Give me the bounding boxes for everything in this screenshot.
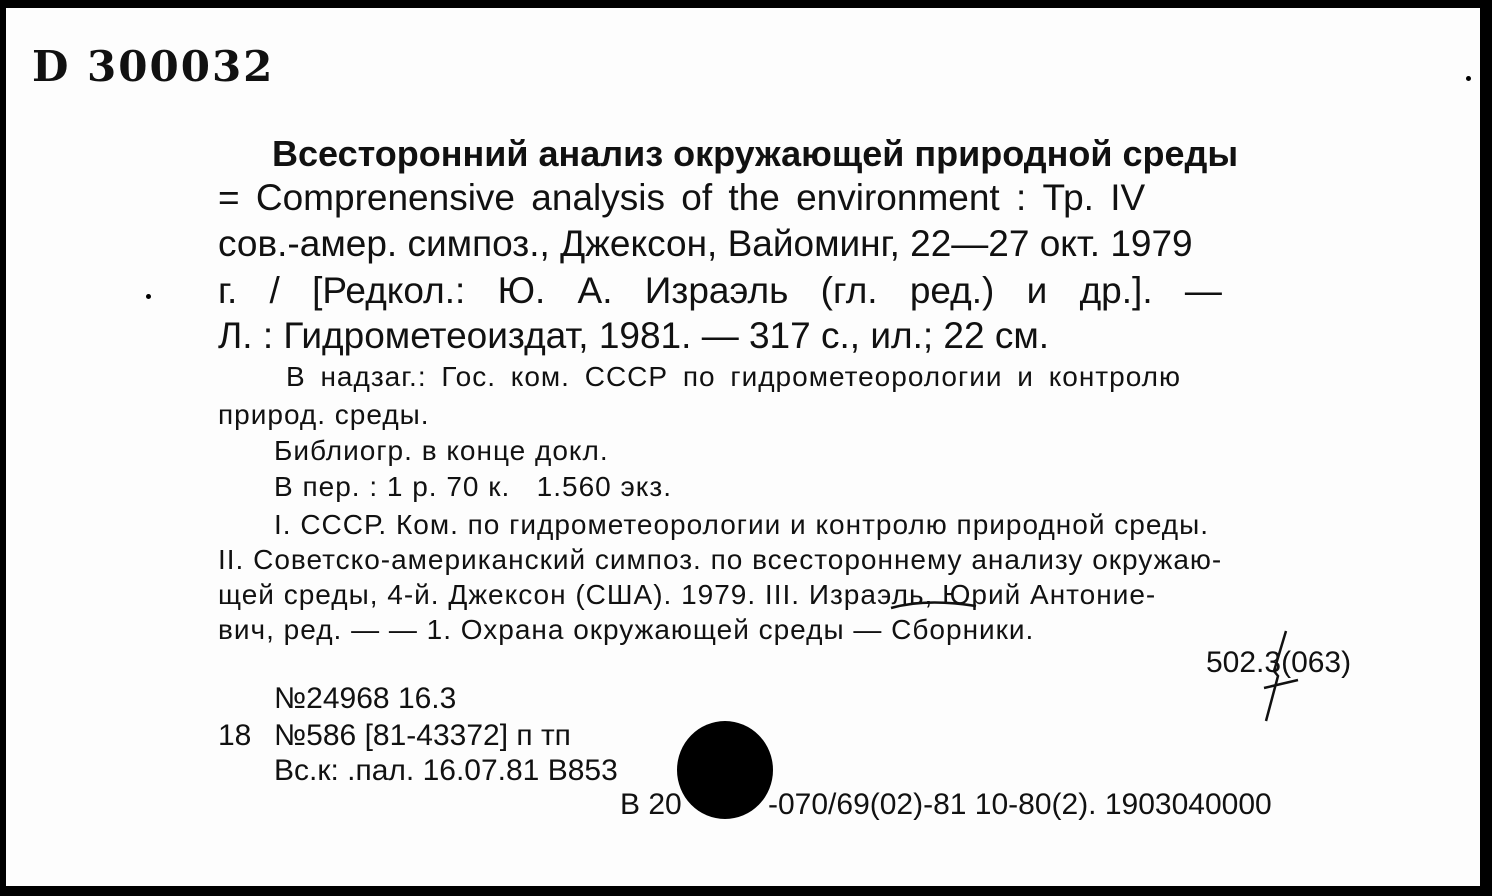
note-headline-1: В надзаг.: Гос. ком. СССР по гидрометеорологии и контролю: [286, 361, 1181, 392]
title-line-4: г. / [Редкол.: Ю. А. Израэль (гл. ред.) и др.]. —: [218, 270, 1222, 311]
stat-line-2-prefix: 18: [218, 719, 252, 752]
title-line-3: сов.-амер. симпоз., Джексон, Вайоминг, 22—27 окт. 1979: [218, 223, 1193, 264]
note-price: В пер. : 1 р. 70 к. 1.560 экз.: [274, 471, 672, 502]
catalog-number: D 300032: [32, 42, 275, 91]
title-line-1: Всесторонний анализ окружающей природной среды: [272, 133, 1239, 174]
ink-blot: [677, 721, 773, 819]
stat-line-3: Вс.к: .пал. 16.07.81 В853: [274, 754, 618, 787]
handwritten-correction-mark: [1256, 626, 1306, 726]
title-line-5: Л. : Гидрометеоиздат, 1981. — 317 с., ил.; 22 см.: [218, 315, 1050, 356]
udc-index: 502.3(063): [1206, 646, 1352, 679]
punch-dot: [1466, 76, 1471, 81]
stat-line-1: №24968 16.3: [274, 682, 457, 715]
tracing-line-3: щей среды, 4-й. Джексон (США). 1979. III. Израэль, Юрий Антоние-: [218, 579, 1157, 610]
catalog-card: [4, 6, 1482, 888]
bottom-code: -070/69(02)-81 10-80(2). 1903040000: [768, 788, 1272, 821]
note-headline-2: природ. среды.: [218, 399, 430, 430]
stat-line-2: №586 [81-43372] п тп: [274, 719, 571, 752]
note-bibliography: Библиогр. в конце докл.: [274, 435, 609, 466]
title-line-2: = Comprenensive analysis of the environment : Тр. IV: [218, 177, 1146, 218]
tracing-line-4: вич, ред. — — 1. Охрана окружающей среды — Сборники.: [218, 614, 1035, 645]
tracing-line-1: I. СССР. Ком. по гидрометеорологии и контролю природной среды.: [274, 509, 1210, 540]
handwritten-underline-mark: [886, 596, 986, 616]
tracing-line-2: II. Советско-американский симпоз. по всестороннему анализу окружаю-: [218, 544, 1223, 575]
bottom-code-prefix: В 20: [620, 788, 682, 821]
punch-dot: [146, 294, 151, 299]
